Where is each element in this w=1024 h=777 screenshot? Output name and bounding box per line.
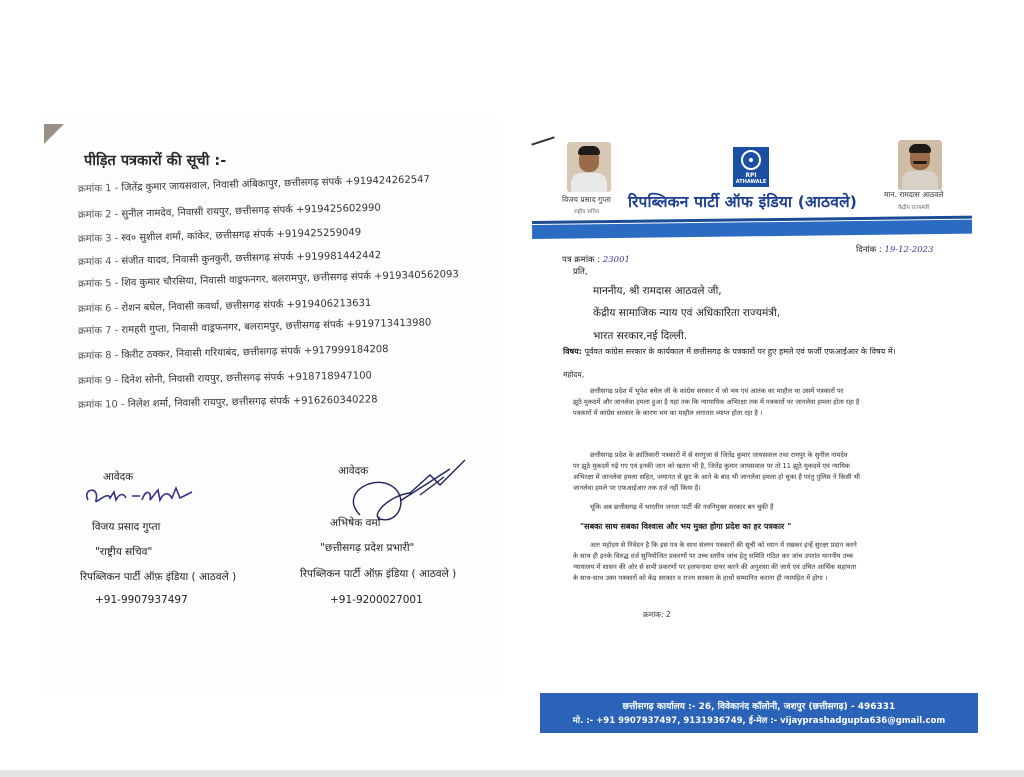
portrait-left [567, 142, 611, 192]
applicant-label: आवेदक [103, 471, 134, 483]
footer-address: छत्तीसगढ़ कार्यालय :- 26, विवेकानंद कॉलोनी, जशपुर (छत्तीसगढ़) - 496331 [622, 702, 896, 712]
address-line: भारत सरकार,नई दिल्ली. [593, 330, 688, 342]
slogan: "सबका साथ सबका विश्वास और भय मुक्त होगा प्रदेश का हर पत्रकार " [580, 522, 792, 531]
party-logo [733, 147, 769, 187]
salutation: महोदय, [563, 370, 585, 379]
list-item: क्रमांक 8 - किरीट ठक्कर, निवासी गरियाबंद, छत्तीसगढ़ संपर्क +917999184208 [77, 343, 389, 362]
body-line: पर झूठे मुकदमें गढ़े गए एवं इनकी जान को खतरा भी है, जितेंद्र कुमार जायसवाल पर तो 11 झूठे मुकदमें एवं न्यायिक [573, 462, 850, 470]
body-line: छत्तीसगढ़ प्रदेश में भूपेश बघेल जी के कांग्रेस सरकार में जो भय एवं आतंक का माहौल था उसमें पत्रकारों पर [590, 387, 844, 395]
body-line: झूठे मुकदमें और जानलेवा हमला हुआ है यहां तक कि न्यायायिक अभिरक्षा तक में पत्रकारों पर जानलेवा हमला होता रहा है [573, 398, 860, 406]
address-line: केंद्रीय सामाजिक न्याय एवं अधिकारिता राज्यमंत्री, [593, 307, 781, 319]
list-item: क्रमांक 1 - जितेंद्र कुमार जायसवाल, निवासी अंबिकापुर, छत्तीसगढ़ संपर्क +919424262547 [77, 174, 430, 195]
logo-text-bottom: ATHAWALE [735, 179, 767, 185]
right-person-title: केंद्रीय राज्यमंत्री [898, 205, 930, 211]
page-number: क्रमांक: 2 [643, 610, 671, 619]
applicant-designation: "छत्तीसगढ़ प्रदेश प्रभारी" [320, 542, 415, 554]
body-line: न्यायालय में शासन की ओर से सभी प्रकरणों पर हलफनामा दायर करने की अनुशंसा की जाये एवं उचित आर्थिक सहायता [573, 563, 857, 571]
list-item: क्रमांक 4 - संजीत यादव, निवासी कुनकुरी, छत्तीसगढ़ संपर्क +919981442442 [77, 250, 382, 268]
letter-footer [540, 693, 978, 733]
list-item: क्रमांक 10 - निलेश शर्मा, निवासी रायपुर, छत्तीसगढ़ संपर्क +916260340228 [77, 394, 378, 411]
address-line: माननीय, श्री रामदास आठवले जी, [593, 285, 722, 297]
list-heading: पीड़ित पत्रकारों की सूची :- [84, 153, 227, 169]
journalist-list-page [42, 118, 497, 696]
chakra-icon [741, 150, 761, 170]
right-person-name: मान. रामदास आठवले [884, 190, 944, 199]
body-line: अतः महोदय से निवेदन है कि इस पत्र के साथ संलग्न पत्रकारों की सूची को ध्यान में रखकर इन्हें सुरक्षा प्रदान करने [590, 541, 857, 549]
body-line: चूंकि अब छत्तीसगढ़ में भारतीय जनता पार्टी की नवनियुक्त सरकार बन चुकी है [590, 503, 774, 511]
applicant-name: अभिषेक वर्मा [330, 517, 381, 529]
list-item: क्रमांक 3 - स्व० सुशील शर्मा, कांकेर, छत्तीसगढ़ संपर्क +919425259049 [77, 227, 362, 245]
prati: प्रति, [573, 267, 588, 277]
list-item: क्रमांक 9 - दिनेश सोनी, निवासी रायपुर, छत्तीसगढ़ संपर्क +918718947100 [77, 370, 372, 387]
signature-1 [80, 478, 200, 512]
left-person-name: विजय प्रसाद गुप्ता [562, 195, 611, 204]
applicant-party: रिपब्लिकन पार्टी ऑफ़ इंडिया ( आठवले ) [80, 571, 237, 583]
folded-corner [44, 124, 64, 144]
list-item: क्रमांक 5 - शिव कुमार चौरसिया, निवासी वाड्रफनगर, बलरामपुर, छत्तीसगढ़ संपर्क +919340562093 [77, 269, 459, 290]
party-name: रिपब्लिकन पार्टी ऑफ इंडिया (आठवले) [628, 193, 858, 211]
body-line: अभिरक्षा में जानलेवा हमला सहित, जमानत से छूट के आने के बाद भी जानलेवा हमला हो चुका है परंतु पुलिस ने किसी भी [573, 473, 860, 481]
body-line: के साथ-साथ उक्त पत्रकारों को केंद्र सरकार व राज्य सरकार के हाथों सम्मानित कराना ही न्यायहित में होगा । [573, 574, 828, 582]
applicant-phone: +91-9200027001 [330, 594, 423, 606]
logo-text-top: RPI [745, 172, 757, 179]
bottom-edge [0, 770, 1024, 777]
applicant-label: आवेदक [338, 465, 369, 477]
letter-date: दिनांक : 19-12-2023 [856, 245, 934, 255]
body-line: जानलेवा हमले पर एफआईआर तक दर्ज नहीं किया है। [573, 484, 701, 492]
body-line: के साथ ही इनके विरुद्ध दर्ज सुनियोजित प्रकरणों पर उच्च स्तरीय जांच हेतु समिति गठित कर जांच उपरांत माननीय उच्च [573, 552, 853, 560]
left-person-title: राष्ट्रीय सचिव [574, 209, 599, 215]
letter-number: पत्र क्रमांक : 23001 [562, 255, 630, 265]
footer-contact: मो. :- +91 9907937497, 9131936749, ई-मेल :- vijayprashadgupta636@gmail.com [572, 716, 946, 726]
applicant-party: रिपब्लिकन पार्टी ऑफ़ इंडिया ( आठवले ) [300, 568, 457, 580]
body-line: छत्तीसगढ़ प्रदेश के क्रांतिकारी पत्रकारों में से सरगुजा से जितेंद्र कुमार जायसवाल तथा रायपुर के सुनील नामदेव [590, 451, 848, 459]
applicant-name: विजय प्रसाद गुप्ता [92, 521, 161, 533]
applicant-phone: +91-9907937497 [95, 594, 188, 606]
applicant-designation: "राष्ट्रीय सचिव" [95, 546, 153, 558]
list-item: क्रमांक 2 - सुनील नामदेव, निवासी रायपुर, छत्तीसगढ़ संपर्क +919425602990 [77, 202, 381, 221]
body-line: पत्रकारों में कांग्रेस सरकार के कारण भय का माहौल लगातार व्याप्त होता रहा है । [573, 409, 763, 417]
list-item: क्रमांक 7 - रामहरी गुप्ता, निवासी वाड्रफनगर, बलरामपुर, छत्तीसगढ़ संपर्क +919713413980 [77, 317, 432, 337]
portrait-right [898, 140, 942, 190]
list-item: क्रमांक 6 - रोशन बघेल, निवासी कवर्धा, छत्तीसगढ़ संपर्क +919406213631 [77, 297, 372, 315]
subject-line: विषय: पूर्ववत कांग्रेस सरकार के कार्यकाल में छत्तीसगढ़ के पत्रकारों पर हुए हमले एवं फर्जी एफआईआर के विषय में। [563, 347, 896, 356]
